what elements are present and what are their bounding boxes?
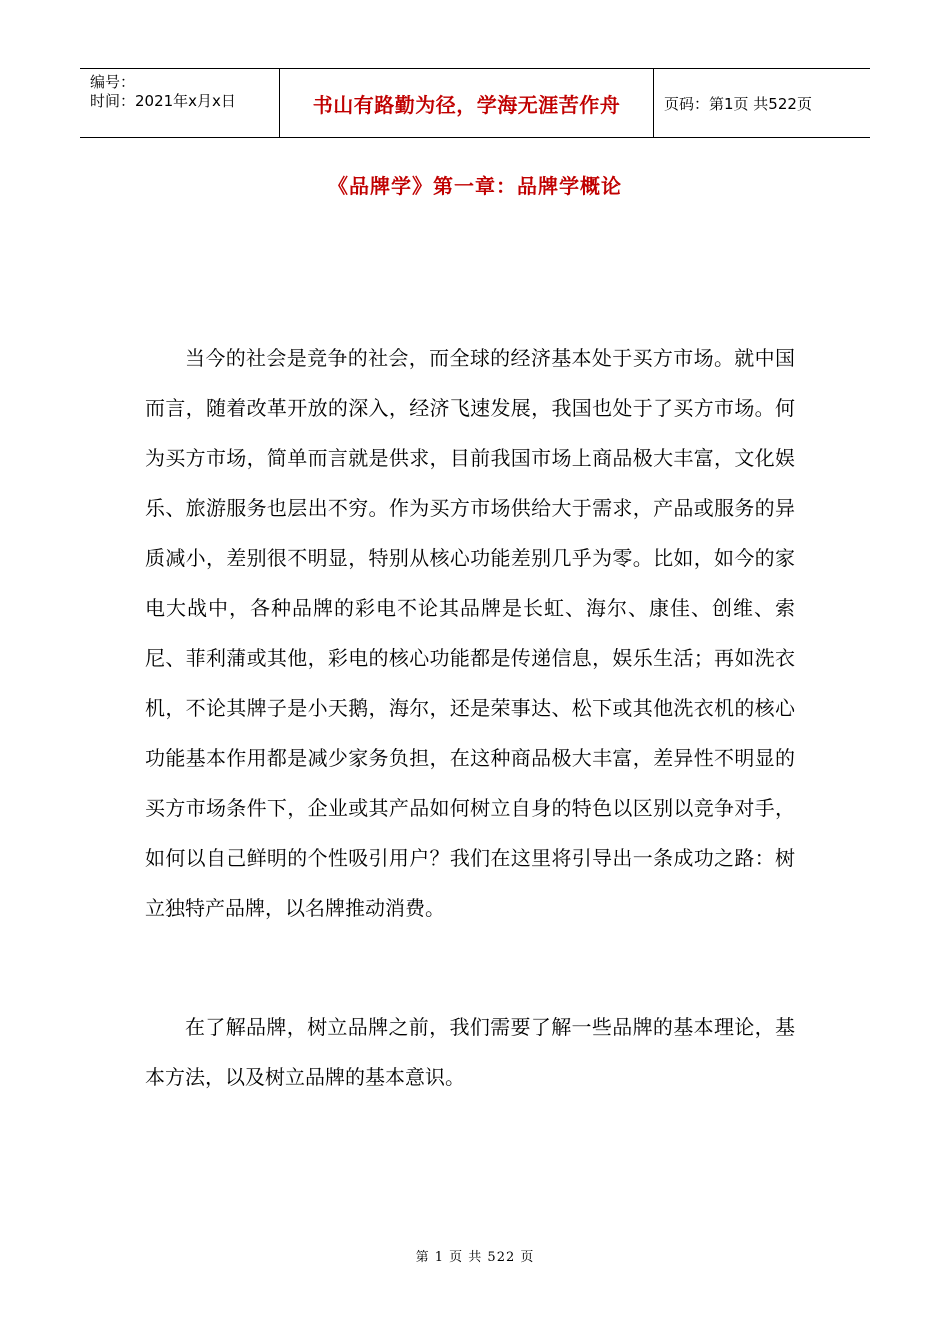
header-page-info: 页码：第1页 共522页 xyxy=(664,94,812,113)
header-time-label: 时间：2021年x月x日 xyxy=(90,92,236,110)
document-title: 《品牌学》第一章：品牌学概论 xyxy=(328,174,622,198)
body-paragraph-2: 在了解品牌，树立品牌之前，我们需要了解一些品牌的基本理论，基本方法，以及树立品牌的基本意识。 xyxy=(145,1015,795,1089)
page-header xyxy=(80,68,870,138)
body-paragraph-1: 当今的社会是竞争的社会，而全球的经济基本处于买方市场。就中国而言，随着改革开放的深入，经济飞速发展，我国也处于了买方市场。何为买方市场，简单而言就是供求，目前我国市场上商品极大丰富，文化娱乐、旅游服务也层出不穷。作为买方市场供给大于需求，产品或服务的异质减小，差别很不明显，特别从核心功能差别几乎为零。比如，如今的家电大战中，各种品牌的彩电不论其品牌是长虹、海尔、康佳、创维、索尼、菲利蒲或其他，彩电的核心功能都是传递信息，娱乐生活；再如洗衣机，不论其牌子是小天鹅，海尔，还是荣事达、松下或其他洗衣机的核心功能基本作用都是减少家务负担，在这种商品极大丰富，差异性不明显的买方市场条件下，企业或其产品如何树立自身的特色以区别以竞争对手，如何以自己鲜明的个性吸引用户？我们在这里将引导出一条成功之路：树立独特产品牌，以名牌推动消费。 xyxy=(145,346,795,920)
page-footer: 第 1 页 共 522 页 xyxy=(415,1250,535,1265)
header-motto: 书山有路勤为径，学海无涯苦作舟 xyxy=(280,69,654,137)
header-meta-cell xyxy=(80,69,280,137)
header-number-label: 编号： xyxy=(90,73,136,91)
